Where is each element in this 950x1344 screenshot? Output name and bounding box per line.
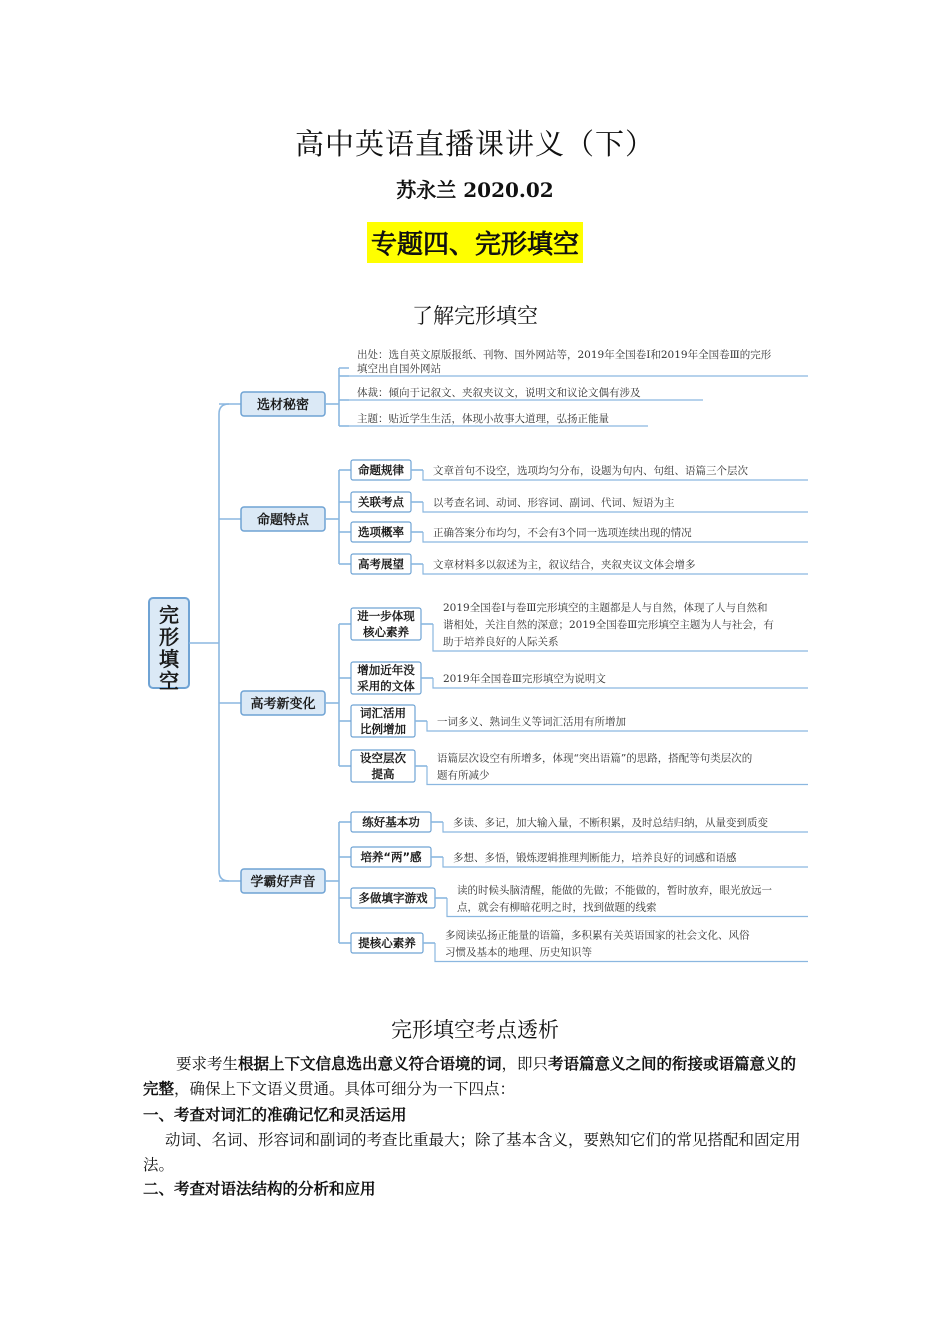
- leaf-text: 填空出自国外网站: [357, 363, 441, 375]
- topic-heading: 专题四、完形填空: [367, 222, 583, 263]
- leaf-text: 多阅读弘扬正能量的语篇，多积累有关英语国家的社会文化、风俗: [445, 929, 750, 942]
- item-node-label: 词汇活用: [360, 706, 406, 720]
- item-node-label: 培养“两”感: [360, 850, 422, 864]
- branch-node-label: 选材秘密: [256, 398, 310, 413]
- heading-two: 二、考查对语法结构的分析和应用: [143, 1180, 376, 1198]
- leaf-text: 助于培养良好的人际关系: [443, 636, 559, 648]
- branch-node-label: 学霸好声音: [250, 875, 316, 890]
- root-node-label: 完: [159, 603, 179, 627]
- leaf-text: 2019年全国卷Ⅲ完形填空为说明文: [443, 673, 606, 685]
- leaf-text: 多读、多记，加大输入量，不断积累，及时总结归纳，从量变到质变: [453, 817, 768, 829]
- intro-text-2: ，即只: [501, 1055, 549, 1073]
- item-node-label: 采用的文体: [357, 679, 415, 693]
- item-node-label: 核心素养: [363, 625, 409, 639]
- item-node-label: 高考展望: [358, 557, 404, 571]
- section-title-analysis: 完形填空考点透析: [391, 1018, 559, 1042]
- root-node-label: 填: [159, 647, 179, 671]
- intro-text-1: 要求考生: [176, 1055, 239, 1073]
- item-node-label: 进一步体现: [357, 609, 415, 623]
- leaf-text: 文章首句不设空，选项均匀分布，设题为句内、句组、语篇三个层次: [433, 465, 748, 477]
- item-node-label: 命题规律: [358, 463, 404, 477]
- root-node-label: 形: [159, 625, 179, 649]
- leaf-text: 以考查名词、动词、形容词、副词、代词、短语为主: [433, 497, 675, 509]
- mind-map: [143, 336, 808, 974]
- paragraph-one: 动词、名词、形容词和副词的考查比重最大；除了基本含义，要熟知它们的常见搭配和固定用法。: [143, 1131, 801, 1174]
- document-title: 高中英语直播课讲义（下）: [294, 127, 655, 161]
- leaf-text: 出处：选自英文原版报纸、刊物、国外网站等，2019年全国卷Ⅰ和2019年全国卷Ⅲ的完形: [357, 349, 772, 361]
- intro-text-3: ，确保上下文语义贯通。具体可细分为一下四点：: [174, 1080, 516, 1098]
- leaf-text: 谐相处，关注自然的深意；2019全国卷Ⅲ完形填空主题为人与社会，有: [443, 619, 774, 631]
- leaf-text: 主题：贴近学生生活，体现小故事大道理，弘扬正能量: [357, 413, 609, 425]
- leaf-text: 语篇层次设空有所增多，体现“突出语篇”的思路，搭配等句类层次的: [437, 752, 753, 765]
- item-node-label: 比例增加: [360, 722, 406, 736]
- trunk-line: [219, 404, 229, 881]
- topic-heading-wrap: [0, 222, 950, 263]
- item-node-label: 提核心素养: [358, 936, 416, 950]
- leaf-text: 点，就会有柳暗花明之时，找到做题的线索: [457, 901, 657, 914]
- leaf-text: 2019全国卷Ⅰ与卷Ⅲ完形填空的主题都是人与自然，体现了人与自然和: [443, 602, 768, 614]
- author-date: 苏永兰 2020.02: [396, 178, 554, 202]
- leaf-text: 一词多义、熟词生义等词汇活用有所增加: [437, 716, 626, 728]
- leaf-text: 文章材料多以叙述为主，叙议结合，夹叙夹议文体会增多: [433, 559, 696, 571]
- item-node-label: 选项概率: [358, 525, 404, 539]
- item-node-label: 增加近年没: [357, 663, 415, 677]
- leaf-text: 题有所减少: [437, 769, 490, 782]
- leaf-text: 读的时候头脑清醒，能做的先做；不能做的，暂时放弃，眼光放远一: [457, 884, 772, 897]
- item-node-label: 多做填字游戏: [358, 891, 428, 905]
- item-node-label: 关联考点: [358, 495, 404, 509]
- leaf-text: 多想、多悟，锻炼逻辑推理判断能力，培养良好的词感和语感: [453, 852, 737, 864]
- branch-node-label: 高考新变化: [250, 697, 316, 712]
- leaf-text: 习惯及基本的地理、历史知识等: [445, 946, 592, 959]
- leaf-text: 正确答案分布均匀，不会有3个同一选项连续出现的情况: [433, 527, 692, 539]
- item-node-label: 练好基本功: [362, 815, 420, 829]
- intro-bold-1: 根据上下文信息选出意义符合语境的词: [238, 1055, 502, 1073]
- root-node-label: 空: [159, 669, 179, 693]
- section-title-understand: 了解完形填空: [412, 304, 538, 328]
- item-node-label: 设空层次: [360, 751, 406, 765]
- item-node-label: 提高: [371, 767, 395, 781]
- leaf-text: 体裁：倾向于记叙文、夹叙夹议文，说明文和议论文偶有涉及: [357, 387, 641, 399]
- heading-one: 一、考查对词汇的准确记忆和灵活运用: [143, 1106, 407, 1124]
- intro-bold-2: 考语篇意义之间的衔接或语篇意义的完整: [143, 1055, 797, 1098]
- branch-node-label: 命题特点: [256, 513, 310, 528]
- intro-paragraph: [143, 1052, 808, 1102]
